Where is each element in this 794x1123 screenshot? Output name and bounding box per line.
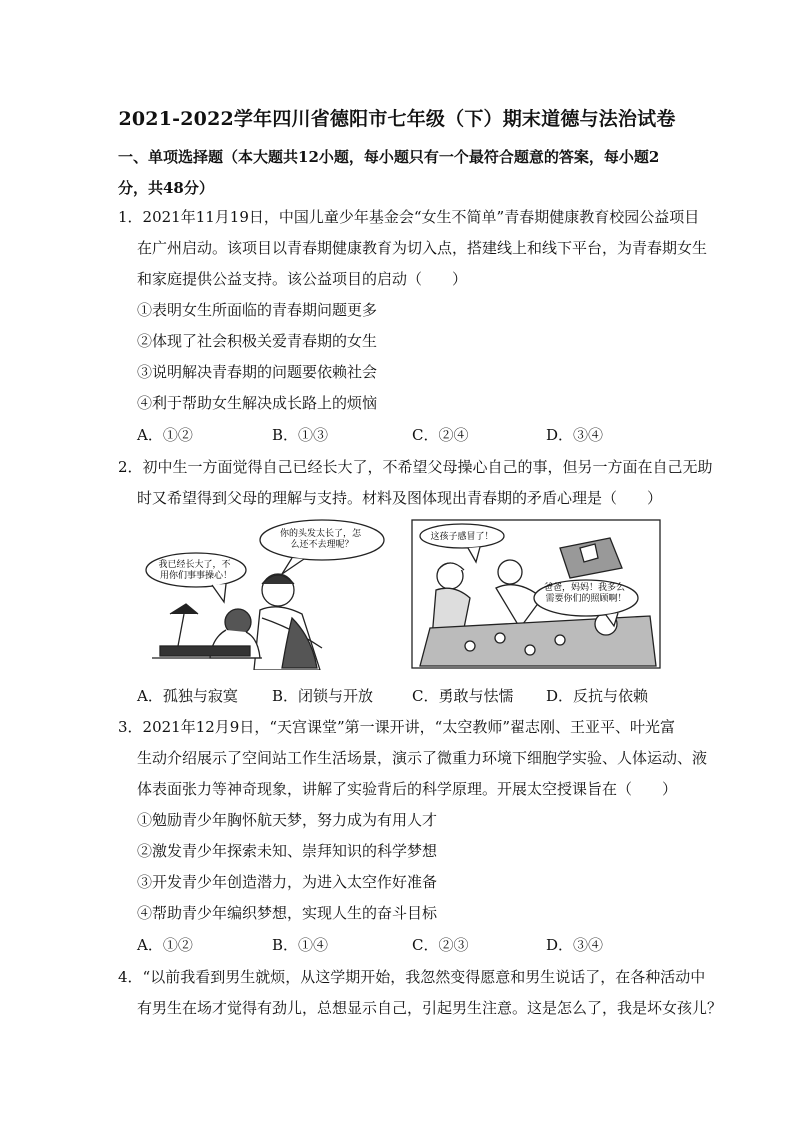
q3-option-a[interactable]: A．①② xyxy=(137,936,193,954)
q3-line-2: 生动介绍展示了空间站工作生活场景，演示了微重力环境下细胞学实验、人体运动、液 xyxy=(137,749,708,767)
q1-option-d[interactable]: D．③④ xyxy=(546,426,604,444)
q3-option-b[interactable]: B．①④ xyxy=(272,936,329,954)
q3-item-3: ③开发青少年创造潜力，为进入太空作好准备 xyxy=(137,873,438,891)
q3-item-1: ①勉励青少年胸怀航天梦，努力成为有用人才 xyxy=(137,811,438,829)
comic-right-top-text: 这孩子感冒了！ xyxy=(430,532,494,542)
q2-option-c[interactable]: C．勇敢与怯懦 xyxy=(412,687,514,705)
q2-option-d[interactable]: D．反抗与依赖 xyxy=(546,687,649,705)
q1-item-4: ④利于帮助女生解决成长路上的烦恼 xyxy=(137,394,378,412)
section-heading: 一、单项选择题（本大题共12小题，每小题只有一个最符合题意的答案，每小题2分，共48分） xyxy=(118,148,660,197)
q1-line-2: 在广州启动。该项目以青春期健康教育为切入点，搭建线上和线下平台，为青春期女生 xyxy=(137,239,708,257)
q1-line-3: 和家庭提供公益支持。该公益项目的启动（ ） xyxy=(137,270,468,288)
comic-right-boy-text: 爸爸，妈妈！我多么 需要你们的照顾啊！ xyxy=(544,583,627,604)
q1-item-2: ②体现了社会积极关爱青春期的女生 xyxy=(137,332,378,350)
q2-line-1: 2．初中生一方面觉得自己已经长大了，不希望父母操心自己的事，但另一方面在自己无助 xyxy=(118,458,713,476)
q1-item-1: ①表明女生所面临的青春期问题更多 xyxy=(137,301,378,319)
q3-item-4: ④帮助青少年编织梦想，实现人生的奋斗目标 xyxy=(137,904,438,922)
q1-item-3: ③说明解决青春期的问题要依赖社会 xyxy=(137,363,378,381)
q1-option-c[interactable]: C．②④ xyxy=(412,426,469,444)
q2-option-b[interactable]: B．闭锁与开放 xyxy=(272,687,374,705)
q1-line-1: 1．2021年11月19日，中国儿童少年基金会“女生不简单”青春期健康教育校园公益项目 xyxy=(118,208,700,226)
exam-title: 2021-2022学年四川省德阳市七年级（下）期末道德与法治试卷 xyxy=(118,108,676,130)
q2-comic-figure xyxy=(142,518,662,670)
comic-right-panel xyxy=(410,518,662,670)
q4-line-1: 4．“以前我看到男生就烦，从这学期开始，我忽然变得愿意和男生说话了，在各种活动中 xyxy=(118,968,706,986)
comic-left-mother-text: 你的头发太长了，怎 么还不去理呢？ xyxy=(280,529,362,550)
q3-item-2: ②激发青少年探索未知、崇拜知识的科学梦想 xyxy=(137,842,438,860)
q3-option-c[interactable]: C．②③ xyxy=(412,936,469,954)
comic-left-boy-text: 我已经长大了，不 用你们事事操心！ xyxy=(158,560,233,581)
q3-line-1: 3．2021年12月9日，“天宫课堂”第一课开讲，“太空教师”翟志刚、王亚平、叶光富 xyxy=(118,718,676,736)
comic-left-panel xyxy=(142,518,402,670)
q1-option-a[interactable]: A．①② xyxy=(137,426,193,444)
q2-option-a[interactable]: A．孤独与寂寞 xyxy=(137,687,238,705)
q3-option-d[interactable]: D．③④ xyxy=(546,936,604,954)
q1-option-b[interactable]: B．①③ xyxy=(272,426,329,444)
q2-line-2: 时又希望得到父母的理解与支持。材料及图体现出青春期的矛盾心理是（ ） xyxy=(137,489,663,507)
q4-line-2: 有男生在场才觉得有劲儿，总想显示自己，引起男生注意。这是怎么了，我是坏女孩儿？ xyxy=(137,999,723,1017)
q3-line-3: 体表面张力等神奇现象，讲解了实验背后的科学原理。开展太空授课旨在（ ） xyxy=(137,780,678,798)
